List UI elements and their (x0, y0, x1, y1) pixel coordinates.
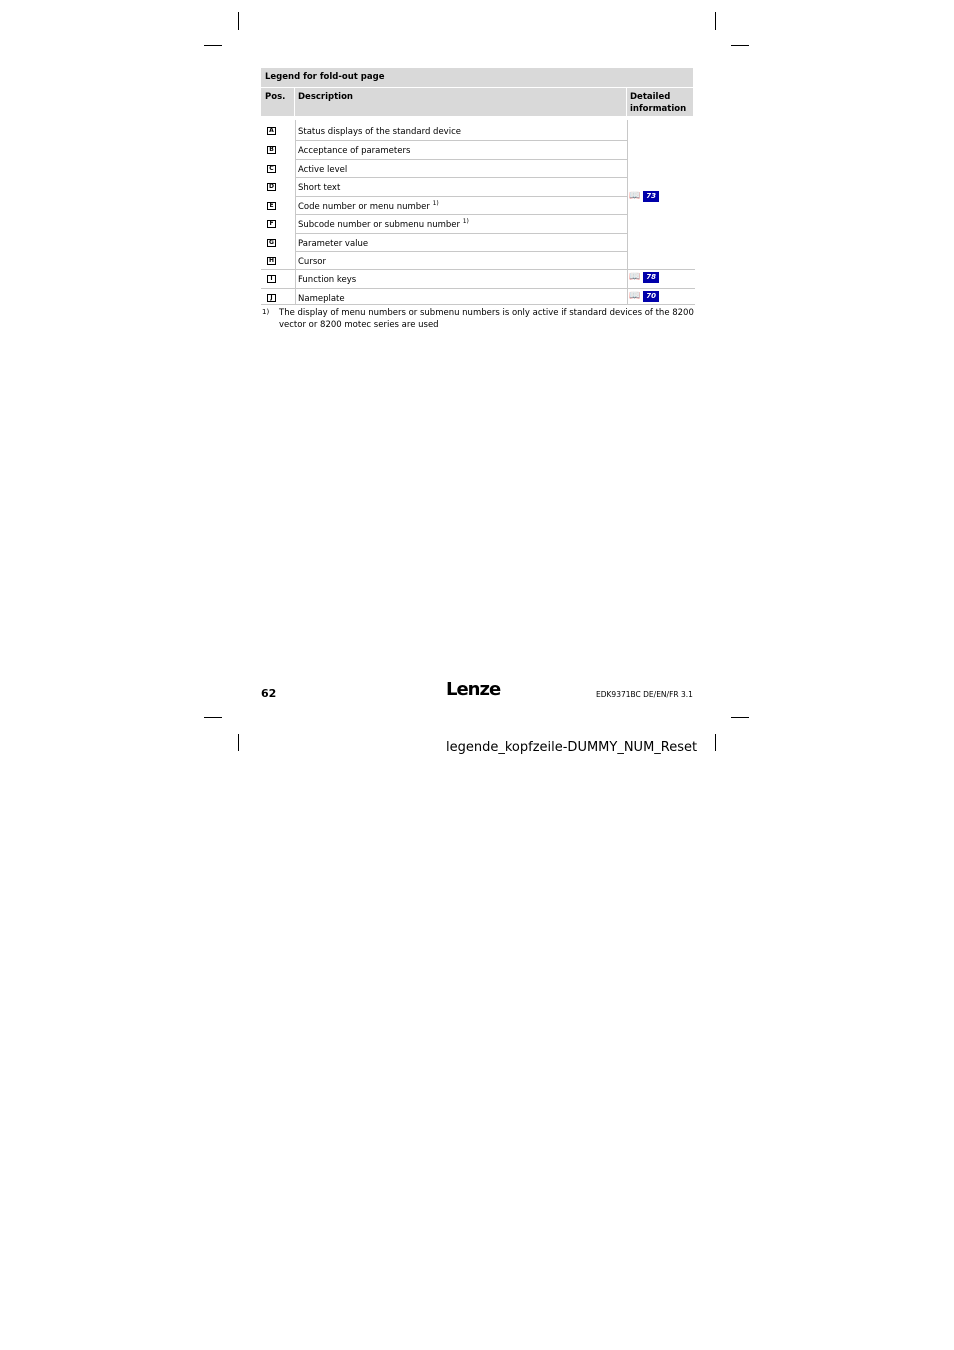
header-description: Description (295, 88, 626, 116)
row-description: Function keys (298, 274, 357, 285)
table-row (261, 160, 695, 178)
pos-label: B (267, 146, 276, 154)
row-description: Code number or menu number $^{1)}$ (298, 200, 439, 212)
dummy-label: legende_kopfzeile-DUMMY_NUM_Reset (446, 740, 698, 755)
document-id: EDK9371BC DE/EN/FR 3.1 (596, 690, 693, 699)
table-row (261, 252, 695, 270)
crop-mark (731, 45, 749, 46)
pos-label: E (267, 202, 276, 210)
row-description: Nameplate (298, 293, 345, 304)
crop-mark (731, 717, 749, 718)
book-icon: 📖 (629, 272, 641, 282)
row-divider (261, 304, 695, 305)
pos-label: I (267, 275, 276, 283)
book-icon: 📖 (629, 191, 641, 201)
pos-label: D (267, 183, 276, 191)
lenze-logo: Lenze (446, 679, 501, 700)
page-reference[interactable] (629, 272, 659, 283)
pos-label: F (267, 220, 276, 228)
page-reference[interactable] (629, 191, 659, 202)
row-description: Parameter value (298, 238, 369, 249)
table-title: Legend for fold-out page (261, 68, 693, 87)
row-description: Short text (298, 182, 341, 193)
table-row (261, 141, 695, 159)
page-link[interactable]: 70 (643, 291, 659, 302)
pos-label: A (267, 127, 276, 135)
pos-label: G (267, 239, 276, 247)
row-description: Active level (298, 164, 348, 175)
row-description: Acceptance of parameters (298, 145, 411, 156)
footnote-mark: 1) (262, 308, 270, 316)
page-link[interactable]: 73 (643, 191, 659, 202)
crop-mark (238, 734, 239, 751)
pos-label: H (268, 257, 275, 264)
page-reference[interactable] (629, 291, 659, 302)
table-row (261, 215, 695, 233)
row-description: Cursor (298, 256, 326, 267)
table-row (261, 122, 695, 140)
header-pos: Pos. (261, 88, 294, 116)
pos-label: J (267, 294, 276, 302)
row-description: Subcode number or submenu number $^{1)}$ (298, 218, 469, 230)
row-description: Status displays of the standard device (298, 126, 461, 137)
footnote-text: The display of menu numbers or submenu numbers is only active if standard devices of the 8200 vector or 8200 motec series are used (279, 308, 694, 330)
crop-mark (204, 717, 222, 718)
crop-mark (715, 12, 716, 30)
crop-mark (715, 734, 716, 751)
book-icon: 📖 (629, 291, 641, 301)
crop-mark (238, 12, 239, 30)
page-number: 62 (261, 687, 277, 700)
table-row (261, 234, 695, 252)
page-link[interactable]: 78 (643, 272, 659, 283)
header-detailed-information: Detailed information (627, 88, 693, 116)
crop-mark (204, 45, 222, 46)
pos-label: C (267, 165, 276, 173)
